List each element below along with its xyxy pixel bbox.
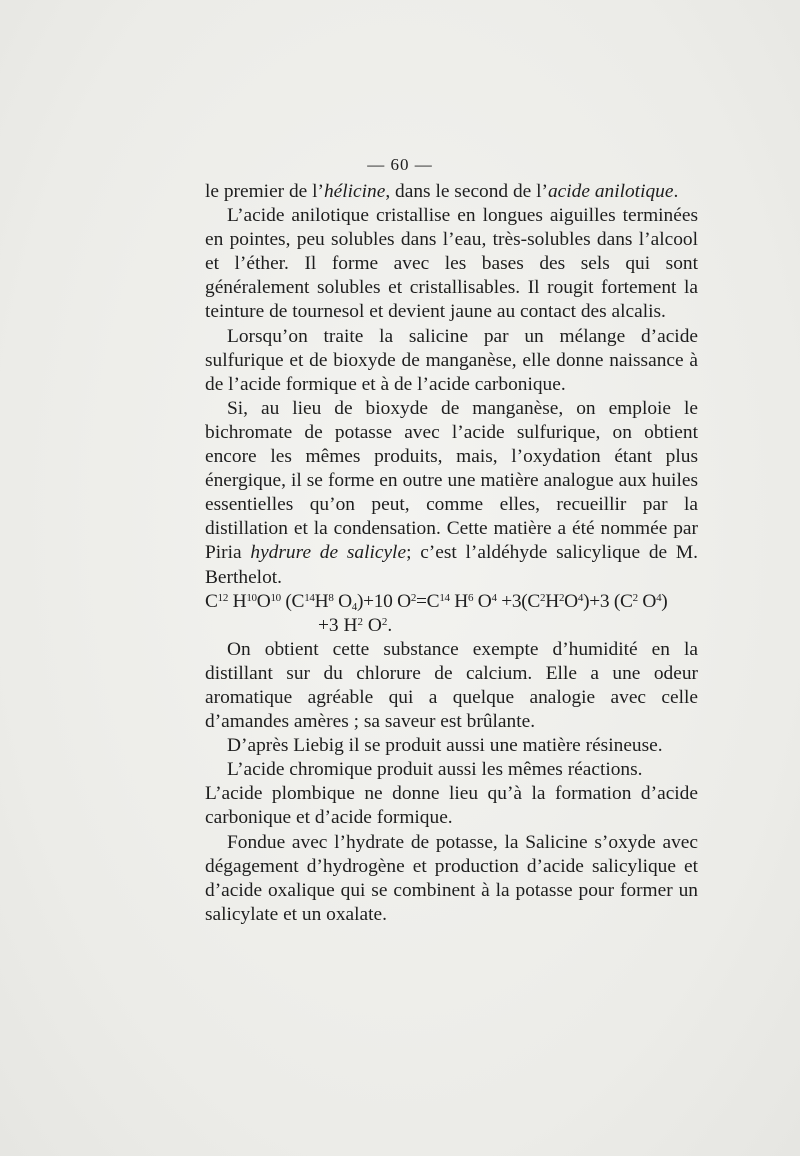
chemical-formula-continued: +3 $H^2$ $O^2$. — [318, 614, 393, 636]
paragraph-3: Lorsqu’on traite la salicine par un mélange d’acide sulfurique et de bioxyde de manganèse, elle donne naissance à de l’acide formique et à de l’acide carbonique. — [205, 325, 698, 395]
paragraph-9: Fondue avec l’hydrate de potasse, la Salicine s’oxyde avec dégagement d’hydrogène et production d’acide salicylique et d’acide oxalique qui se combinent à la potasse pour former un salicylate et un oxalate. — [205, 831, 698, 925]
chemical-formula: $C^{12}$ $H^{10}O^{10}$ ($C^{14}H^8$ $O_4)+10$ $O^2=C^{14}$ $H^6$ $O^4 +3(C^2H^2O^4)+3$ ($C^2$ $O^4$) — [205, 590, 668, 613]
paragraph-7: L’acide chromique produit aussi les mêmes réactions. — [227, 759, 643, 781]
page-number: — 60 — — [367, 155, 433, 174]
paragraph-4: Si, au lieu de bioxyde de manganèse, on emploie le bichromate de potasse avec l’acide sulfurique, on obtient encore les mêmes produits, mais, l’oxydation étant plus énergique, il se forme en outre une matière analogue aux huiles essentielles qu’on peut, comme elles, recueillir par la distillation et la condensation. Cette matière a été nommée par Piria hydrure de salicyle; c’est l’aldéhyde salicylique de M. Berthelot. — [205, 397, 698, 588]
paragraph-1: le premier de l’hélicine, dans le second de l’acide anilotique. — [205, 181, 679, 202]
term-helicine: hélicine — [323, 181, 386, 202]
paragraph-6: D’après Liebig il se produit aussi une matière résineuse. — [227, 735, 663, 757]
term-hydrure-de-salicyle: hydrure de salicyle — [250, 542, 407, 564]
paragraph-2: L’acide anilotique cristallise en longues aiguilles terminées en pointes, peu solubles dans l’eau, très-solubles dans l’alcool et l’éther. Il forme avec les bases des sels qui sont généralement solubles et cristallisables. Il rougit fortement la teinture de tournesol et devient jaune au contact des alcalis. — [205, 205, 698, 323]
paragraph-8: L’acide plombique ne donne lieu qu’à la formation d’acide carbonique et d’acide formique. — [205, 783, 698, 829]
term-acide-anilotique: acide anilotique — [547, 181, 674, 202]
body-text — [205, 180, 698, 927]
paragraph-5: On obtient cette substance exempte d’humidité en la distillant sur du chlorure de calcium. Elle a une odeur aromatique agréable qui a quelque analogie avec celle d’amandes amères ; sa saveur est brûlante. — [205, 638, 698, 733]
